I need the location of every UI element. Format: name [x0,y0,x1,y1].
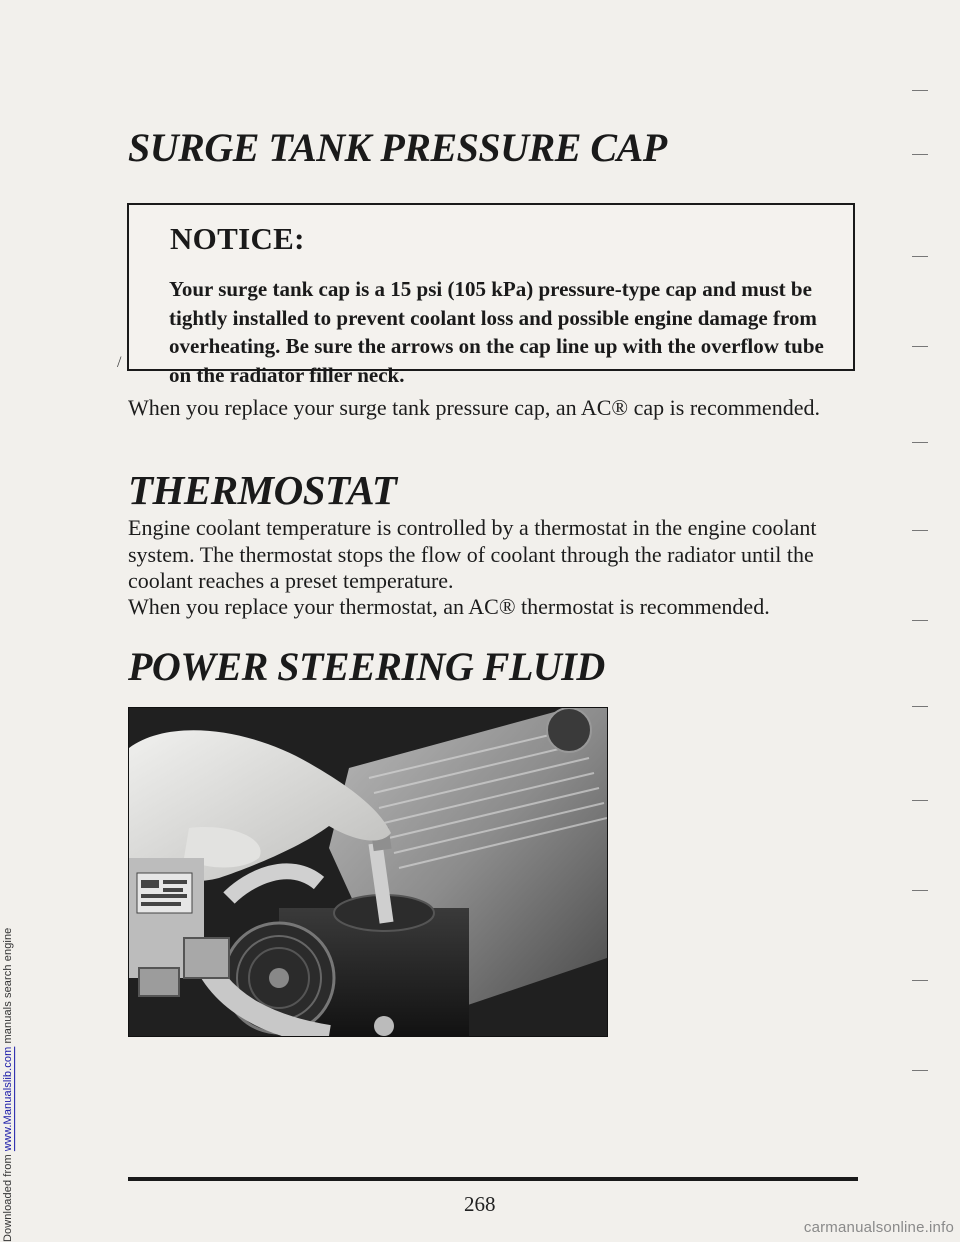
engine-bay-illustration [129,708,607,1036]
notice-body: Your surge tank cap is a 15 psi (105 kPa) pressure-type cap and must be tightly installed to prevent coolant loss and possible engine damage from overheating. Be sure the arrows on the cap line up with the overflow tube on the radiator filler neck. [169,277,824,387]
thermostat-replace-text: When you replace your thermostat, an AC® thermostat is recommended. [128,594,770,619]
edge-mark [912,1070,928,1071]
edge-mark [912,706,928,707]
manualslib-link[interactable]: www.Manualslib.com [2,1046,14,1152]
power-steering-photo [128,707,608,1037]
notice-title: NOTICE: [170,221,305,256]
edge-mark [912,890,928,891]
edge-mark [912,346,928,347]
edge-mark [912,442,928,443]
download-suffix: manuals search engine [2,927,14,1047]
edge-mark [912,90,928,91]
download-source-note [2,560,16,1242]
bottom-rule [128,1177,858,1181]
thermostat-heading: THERMOSTAT [128,467,397,513]
edge-mark [912,154,928,155]
page-number: 268 [464,1192,496,1216]
edge-mark [912,800,928,801]
notice-box [127,203,855,387]
download-prefix: Downloaded from [2,1151,14,1242]
edge-mark [912,530,928,531]
power-steering-heading: POWER STEERING FLUID [128,644,605,689]
scan-mark: / [117,354,122,371]
edge-mark [912,620,928,621]
edge-mark [912,980,928,981]
surge-tank-heading: SURGE TANK PRESSURE CAP [128,125,667,170]
surge-cap-replace-text: When you replace your surge tank pressure cap, an AC® cap is recommended. [128,395,820,420]
page-edge-marks [900,90,940,1160]
edge-mark [912,256,928,257]
thermostat-body: Engine coolant temperature is controlled by a thermostat in the engine coolant system. The thermostat stops the flow of coolant through the radiator until the coolant reaches a preset temperature. [128,515,817,593]
watermark: carmanualsonline.info [803,1219,954,1236]
